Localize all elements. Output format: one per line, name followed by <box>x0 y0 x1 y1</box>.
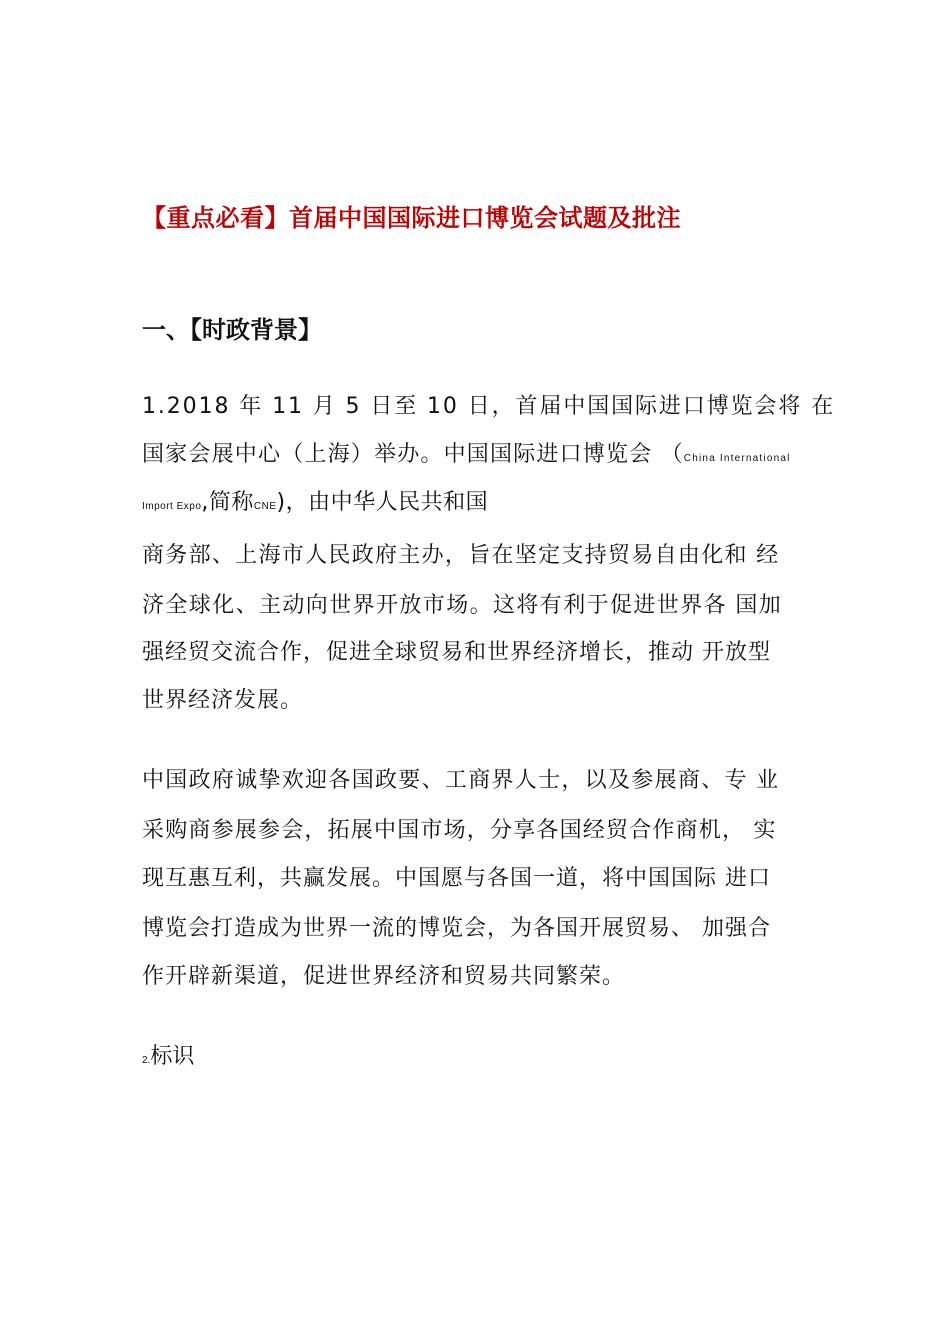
paragraph3-text: 标识 <box>150 1044 195 1069</box>
paragraph3-line1 <box>142 1042 194 1076</box>
paragraph2-line4: 博览会打造成为世界一流的博览会，为各国开展贸易、 加强合 <box>142 916 771 941</box>
paragraph2-line2: 采购商参展参会，拓展中国市场，分享各国经贸合作商机， 实 <box>142 818 777 843</box>
document-title: 【重点必看】首届中国国际进口博览会试题及批注 <box>142 204 681 232</box>
paragraph2-line3: 现互惠互利，共赢发展。中国愿与各国一道，将中国国际 进口 <box>142 866 771 891</box>
paragraph1-line2 <box>142 440 791 474</box>
paragraph1-line2-english: China International <box>683 453 791 464</box>
paragraph1-line5: 济全球化、主动向世界开放市场。这将有利于促进世界各 国加 <box>142 593 783 618</box>
paragraph1-line1: 1.2018 年 11 月 5 日至 10 日，首届中国国际进口博览会将 在 <box>142 394 836 419</box>
paragraph1-line3-text-a: ,简称 <box>201 490 254 515</box>
paragraph1-line6: 强经贸交流合作，促进全球贸易和世界经济增长，推动 开放型 <box>142 640 771 665</box>
paragraph2-line5: 作开辟新渠道，促进世界经济和贸易共同繁荣。 <box>142 964 626 989</box>
section-heading: 一、【时政背景】 <box>142 316 322 344</box>
paragraph2-line1: 中国政府诚挚欢迎各国政要、工商界人士，以及参展商、专 业 <box>142 768 780 793</box>
paragraph3-number: 2. <box>142 1055 151 1066</box>
paragraph1-line2-text: 国家会展中心（上海）举办。中国国际进口博览会 （ <box>142 442 684 467</box>
paragraph1-line3 <box>142 488 488 522</box>
paragraph1-line3-english: Import Expo <box>142 501 202 512</box>
paragraph1-line7: 世界经济发展。 <box>142 688 304 713</box>
paragraph1-line3-abbrev: CNE <box>253 501 277 512</box>
paragraph1-line4: 商务部、上海市人民政府主办，旨在坚定支持贸易自由化和 经 <box>142 543 780 568</box>
paragraph1-line3-text-b: )，由中华人民共和国 <box>276 490 489 515</box>
